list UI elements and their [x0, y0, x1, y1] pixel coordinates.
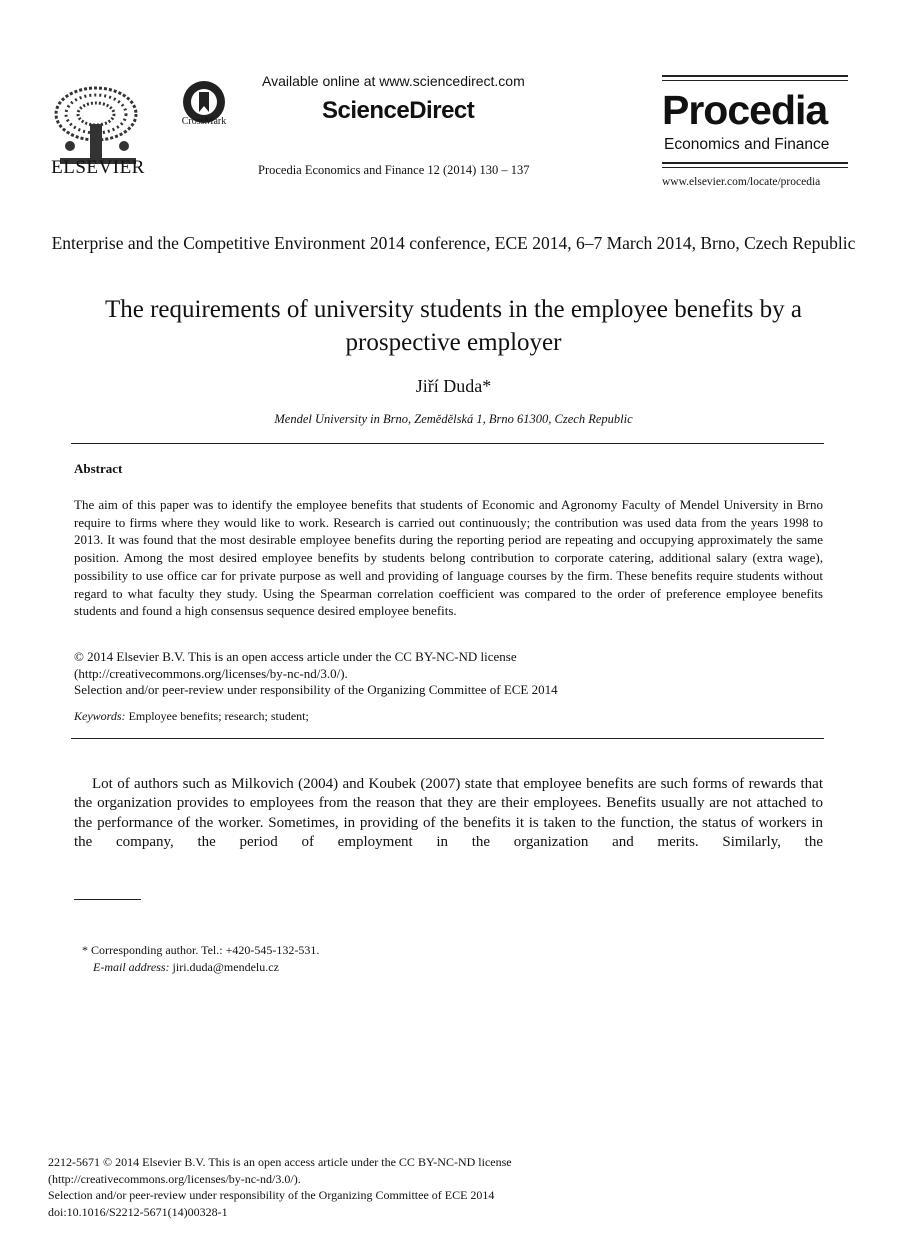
abstract-text: The aim of this paper was to identify the employee benefits that students of Economic and Agronomy Faculty of Mendel University in Brno require to firms where they would like to work. Research is carried out continuously; the contribution was used data from the years 1998 to 2013. It was found that the most desirable employee benefits during the reporting period are repeating and occupying approximately the same position. Among the most desired employee benefits by students belong contribution to corporate catering, additional salary (extra wage), possibility to use office car for private purpose as well and providing of language courses by the firm. These benefits require students without regard to what faculty they study. Using the Spearman correlation coefficient was compared to the order of preference employee benefits students and found a high consensus sequence desired employee benefits.	[74, 497, 823, 619]
procedia-bottom-rule	[662, 162, 848, 168]
available-online-link[interactable]: Available online at www.sciencedirect.com	[262, 73, 525, 89]
email-link[interactable]: jiri.duda@mendelu.cz	[169, 959, 279, 974]
author-name: Jiří Duda*	[415, 376, 492, 396]
procedia-logo: Procedia	[662, 87, 828, 133]
corresponding-author: * Corresponding author. Tel.: +420-545-132-531.	[82, 943, 320, 957]
email-label: E-mail address:	[93, 959, 170, 974]
procedia-top-rule	[662, 75, 848, 81]
affiliation: Mendel University in Brno, Zemědělská 1, Brno 61300, Czech Republic	[274, 412, 633, 426]
copyright-footer	[48, 1154, 512, 1220]
top-divider	[71, 443, 824, 444]
procedia-subtitle: Economics and Finance	[664, 136, 830, 153]
doi-link[interactable]: doi:10.1016/S2212-5671(14)00328-1	[48, 1204, 228, 1219]
issn-license-line: 2212-5671 © 2014 Elsevier B.V. This is an open access article under the CC BY-NC-ND license	[48, 1155, 512, 1169]
bottom-divider	[71, 738, 824, 739]
keywords-line	[74, 709, 309, 724]
abstract-heading: Abstract	[74, 461, 123, 476]
footer-peer-review-line: Selection and/or peer-review under responsibility of the Organizing Committee of ECE 2014	[48, 1188, 495, 1202]
sciencedirect-logo: ScienceDirect	[322, 97, 475, 124]
elsevier-wordmark: ELSEVIER	[51, 157, 145, 178]
footnote	[82, 942, 319, 975]
peer-review-line: Selection and/or peer-review under responsibility of the Organizing Committee of ECE 2014	[74, 682, 558, 697]
conference-line: Enterprise and the Competitive Environment 2014 conference, ECE 2014, 6–7 March 2014, Brno, Czech Republic	[51, 233, 856, 253]
keywords-list: Employee benefits; research; student;	[125, 709, 309, 723]
journal-citation: Procedia Economics and Finance 12 (2014) 130 – 137	[258, 163, 530, 177]
body-paragraph: Lot of authors such as Milkovich (2004) and Koubek (2007) state that employee benefits are such forms of rewards that the organization provides to employees from the reason that they are their employees. Benefits usually are not attached to the performance of the worker. Sometimes, in providing of the benefits it is taken to the function, the status of workers in the company, the period of employment in the organization and merits. Similarly, the	[74, 776, 823, 851]
footer-license-url-link[interactable]: (http://creativecommons.org/licenses/by-nc-nd/3.0/).	[48, 1171, 301, 1186]
footnote-rule	[74, 899, 141, 900]
keywords-label: Keywords:	[74, 709, 126, 723]
license-block	[74, 649, 823, 699]
email-line	[82, 959, 319, 976]
journal-url-link[interactable]: www.elsevier.com/locate/procedia	[662, 176, 821, 188]
license-line: © 2014 Elsevier B.V. This is an open access article under the CC BY-NC-ND license	[74, 649, 517, 664]
crossmark-label: CrossMark	[181, 116, 227, 127]
license-url-link[interactable]: (http://creativecommons.org/licenses/by-nc-nd/3.0/).	[74, 665, 348, 681]
paper-title: The requirements of university students in the employee benefits by a prospective employer	[104, 296, 803, 356]
